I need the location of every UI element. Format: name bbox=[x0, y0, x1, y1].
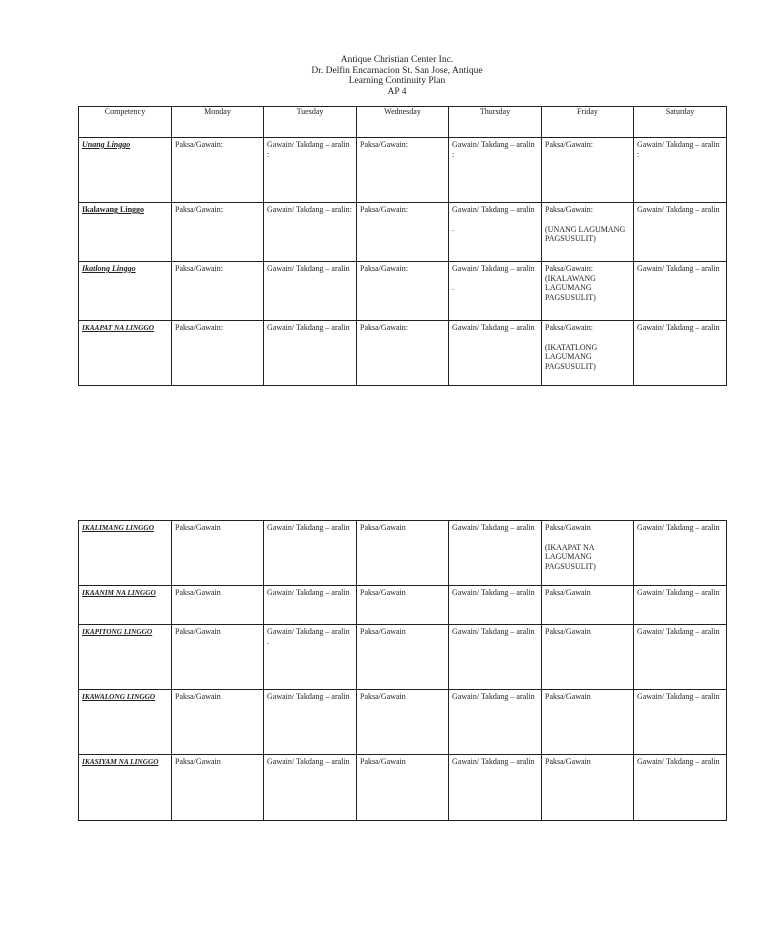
thursday-cell: Gawain/ Takdang – aralin bbox=[449, 321, 542, 386]
friday-cell bbox=[542, 262, 634, 321]
header-row bbox=[79, 107, 727, 138]
friday-cell: Paksa/Gawain bbox=[542, 586, 634, 625]
col-header-competency: Competency bbox=[79, 107, 172, 138]
exam-note: (IKALAWANG LAGUMANG PAGSUSULIT) bbox=[545, 273, 596, 302]
friday-cell bbox=[542, 521, 634, 586]
table-row bbox=[79, 586, 727, 625]
week-cell bbox=[79, 203, 172, 262]
saturday-cell: Gawain/ Takdang – aralin bbox=[634, 690, 727, 755]
tuesday-cell: Gawain/ Takdang – aralin bbox=[264, 586, 357, 625]
table-row bbox=[79, 262, 727, 321]
wednesday-cell: Paksa/Gawain bbox=[357, 690, 449, 755]
plan-title: Learning Continuity Plan bbox=[348, 76, 446, 86]
thursday-cell: Gawain/ Takdang – aralin bbox=[449, 521, 542, 586]
thursday-cell bbox=[449, 203, 542, 262]
week-label: Unang Linggo bbox=[82, 140, 131, 149]
friday-cell bbox=[542, 203, 634, 262]
monday-cell: Paksa/Gawain: bbox=[172, 321, 264, 386]
thursday-cell: Gawain/ Takdang – aralin bbox=[449, 586, 542, 625]
friday-text: Paksa/Gawain: bbox=[545, 140, 593, 149]
wednesday-cell: Paksa/Gawain bbox=[357, 586, 449, 625]
monday-cell: Paksa/Gawain bbox=[172, 521, 264, 586]
friday-cell: Paksa/Gawain bbox=[542, 755, 634, 821]
tuesday-cell: Gawain/ Takdang – aralin bbox=[264, 755, 357, 821]
week-label: Ikatlong Linggo bbox=[82, 264, 136, 273]
week-cell bbox=[79, 321, 172, 386]
saturday-cell: Gawain/ Takdang – aralin bbox=[634, 262, 727, 321]
tuesday-cell: Gawain/ Takdang – aralin: bbox=[264, 203, 357, 262]
week-cell bbox=[79, 755, 172, 821]
saturday-cell: Gawain/ Takdang – aralin bbox=[634, 321, 727, 386]
week-label: Ikalawang Linggo bbox=[82, 205, 145, 214]
dot-mark: . bbox=[452, 223, 454, 233]
wednesday-cell: Paksa/Gawain: bbox=[357, 321, 449, 386]
col-header-saturday: Saturday bbox=[634, 107, 727, 138]
saturday-cell: Gawain/ Takdang – aralin bbox=[634, 625, 727, 690]
friday-text: Paksa/Gawain: bbox=[545, 205, 593, 214]
monday-cell: Paksa/Gawain: bbox=[172, 262, 264, 321]
thursday-cell: Gawain/ Takdang – aralin bbox=[449, 690, 542, 755]
table-row bbox=[79, 755, 727, 821]
week-label: IKAPITONG LINGGO bbox=[82, 627, 153, 636]
week-cell bbox=[79, 521, 172, 586]
wednesday-cell: Paksa/Gawain: bbox=[357, 138, 449, 203]
tuesday-cell: Gawain/ Takdang – aralin bbox=[264, 690, 357, 755]
tuesday-cell: Gawain/ Takdang – aralin : bbox=[264, 138, 357, 203]
dot-mark: . bbox=[452, 282, 454, 292]
monday-cell: Paksa/Gawain bbox=[172, 755, 264, 821]
week-label: IKAWALONG LINGGO bbox=[82, 692, 156, 701]
monday-cell: Paksa/Gawain bbox=[172, 690, 264, 755]
week-cell bbox=[79, 586, 172, 625]
friday-cell: Paksa/Gawain bbox=[542, 690, 634, 755]
friday-text: Paksa/Gawain: bbox=[545, 264, 593, 273]
friday-cell: Paksa/Gawain bbox=[542, 625, 634, 690]
week-cell bbox=[79, 138, 172, 203]
week-label: IKAANIM NA LINGGO bbox=[82, 588, 156, 597]
monday-cell: Paksa/Gawain: bbox=[172, 138, 264, 203]
saturday-cell: Gawain/ Takdang – aralin : bbox=[634, 138, 727, 203]
tuesday-cell: Gawain/ Takdang – aralin bbox=[264, 262, 357, 321]
friday-cell bbox=[542, 138, 634, 203]
document-header bbox=[0, 55, 768, 97]
friday-text: Paksa/Gawain: bbox=[545, 323, 593, 332]
thursday-cell: Gawain/ Takdang – aralin : bbox=[449, 138, 542, 203]
monday-cell: Paksa/Gawain bbox=[172, 586, 264, 625]
wednesday-cell: Paksa/Gawain: bbox=[357, 203, 449, 262]
col-header-monday: Monday bbox=[172, 107, 264, 138]
org-name: Antique Christian Center Inc. bbox=[340, 55, 454, 65]
col-header-thursday: Thursday bbox=[449, 107, 542, 138]
saturday-cell: Gawain/ Takdang – aralin bbox=[634, 586, 727, 625]
col-header-tuesday: Tuesday bbox=[264, 107, 357, 138]
saturday-cell: Gawain/ Takdang – aralin bbox=[634, 203, 727, 262]
table-row bbox=[79, 690, 727, 755]
tuesday-cell: Gawain/ Takdang – aralin bbox=[264, 321, 357, 386]
saturday-cell: Gawain/ Takdang – aralin bbox=[634, 521, 727, 586]
wednesday-cell: Paksa/Gawain bbox=[357, 625, 449, 690]
wednesday-cell: Paksa/Gawain bbox=[357, 521, 449, 586]
tuesday-cell: Gawain/ Takdang – aralin bbox=[264, 521, 357, 586]
week-label: IKAAPAT NA LINGGO bbox=[82, 323, 155, 332]
plan-table-2 bbox=[78, 520, 727, 821]
week-label: IKALIMANG LINGGO bbox=[82, 523, 154, 532]
plan-table-1 bbox=[78, 106, 727, 386]
exam-note: (IKATATLONG LAGUMANG PAGSUSULIT) bbox=[545, 342, 598, 371]
thursday-cell: Gawain/ Takdang – aralin bbox=[449, 625, 542, 690]
week-label: IKASIYAM NA LINGGO bbox=[82, 757, 159, 766]
exam-note: (IKAAPAT NA LAGUMANG PAGSUSULIT) bbox=[545, 542, 596, 571]
table-row bbox=[79, 625, 727, 690]
thursday-text: Gawain/ Takdang – aralin bbox=[452, 205, 535, 214]
table-row bbox=[79, 521, 727, 586]
week-cell bbox=[79, 690, 172, 755]
friday-text: Paksa/Gawain bbox=[545, 523, 591, 532]
friday-cell bbox=[542, 321, 634, 386]
tuesday-text: Gawain/ Takdang – aralin bbox=[267, 627, 350, 636]
tuesday-cell bbox=[264, 625, 357, 690]
wednesday-cell: Paksa/Gawain bbox=[357, 755, 449, 821]
thursday-text: Gawain/ Takdang – aralin bbox=[452, 264, 535, 273]
exam-note: (UNANG LAGUMANG PAGSUSULIT) bbox=[545, 224, 626, 243]
thursday-cell: Gawain/ Takdang – aralin bbox=[449, 755, 542, 821]
dot-mark: . bbox=[267, 636, 269, 646]
subject-label: AP 4 bbox=[387, 86, 407, 97]
col-header-friday: Friday bbox=[542, 107, 634, 138]
thursday-cell bbox=[449, 262, 542, 321]
org-address: Dr. Delfin Encarnacion St. San Jose, Antique bbox=[311, 65, 483, 76]
table-row bbox=[79, 203, 727, 262]
table-row bbox=[79, 138, 727, 203]
col-header-wednesday: Wednesday bbox=[357, 107, 449, 138]
wednesday-cell: Paksa/Gawain: bbox=[357, 262, 449, 321]
week-cell bbox=[79, 262, 172, 321]
table-row bbox=[79, 321, 727, 386]
saturday-cell: Gawain/ Takdang – aralin bbox=[634, 755, 727, 821]
monday-cell: Paksa/Gawain bbox=[172, 625, 264, 690]
monday-cell: Paksa/Gawain: bbox=[172, 203, 264, 262]
week-cell bbox=[79, 625, 172, 690]
